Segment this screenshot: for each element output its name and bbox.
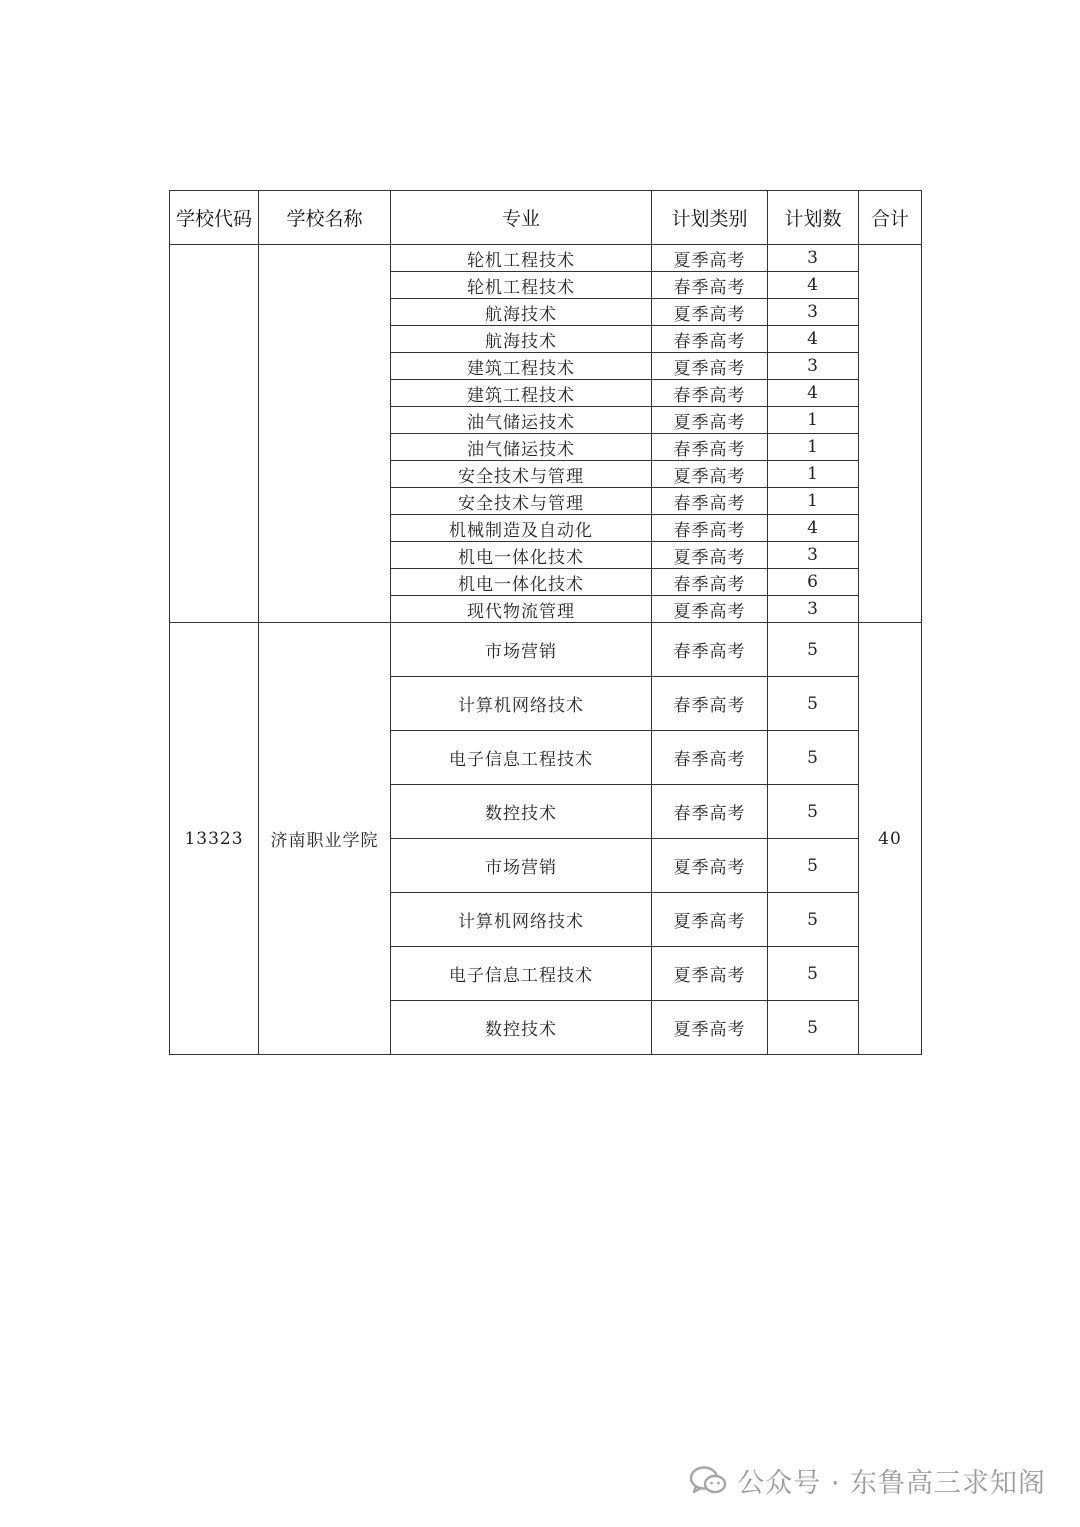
count-cell: 3 bbox=[768, 596, 859, 623]
total-cell bbox=[859, 245, 922, 623]
category-cell: 春季高考 bbox=[652, 785, 768, 839]
header-school-code: 学校代码 bbox=[170, 191, 259, 245]
count-cell: 1 bbox=[768, 407, 859, 434]
category-cell: 夏季高考 bbox=[652, 1001, 768, 1055]
count-cell: 3 bbox=[768, 542, 859, 569]
school-code-cell bbox=[170, 245, 259, 623]
major-cell: 数控技术 bbox=[391, 785, 652, 839]
category-cell: 夏季高考 bbox=[652, 893, 768, 947]
major-cell: 建筑工程技术 bbox=[391, 380, 652, 407]
wechat-icon bbox=[689, 1466, 727, 1496]
category-cell: 春季高考 bbox=[652, 488, 768, 515]
category-cell: 夏季高考 bbox=[652, 353, 768, 380]
major-cell: 数控技术 bbox=[391, 1001, 652, 1055]
major-cell: 计算机网络技术 bbox=[391, 677, 652, 731]
count-cell: 3 bbox=[768, 245, 859, 272]
major-cell: 轮机工程技术 bbox=[391, 272, 652, 299]
total-cell: 40 bbox=[859, 623, 922, 1055]
count-cell: 5 bbox=[768, 1001, 859, 1055]
header-row bbox=[170, 191, 922, 245]
category-cell: 夏季高考 bbox=[652, 461, 768, 488]
school-name-cell: 济南职业学院 bbox=[259, 623, 391, 1055]
major-cell: 建筑工程技术 bbox=[391, 353, 652, 380]
category-cell: 春季高考 bbox=[652, 515, 768, 542]
watermark bbox=[689, 1461, 1046, 1500]
header-plan-count: 计划数 bbox=[768, 191, 859, 245]
count-cell: 5 bbox=[768, 731, 859, 785]
category-cell: 夏季高考 bbox=[652, 407, 768, 434]
category-cell: 春季高考 bbox=[652, 569, 768, 596]
table-row bbox=[170, 245, 922, 272]
category-cell: 夏季高考 bbox=[652, 542, 768, 569]
category-cell: 春季高考 bbox=[652, 731, 768, 785]
category-cell: 夏季高考 bbox=[652, 245, 768, 272]
enrollment-plan-table bbox=[169, 190, 922, 1055]
major-cell: 轮机工程技术 bbox=[391, 245, 652, 272]
count-cell: 5 bbox=[768, 677, 859, 731]
header-plan-category: 计划类别 bbox=[652, 191, 768, 245]
count-cell: 5 bbox=[768, 785, 859, 839]
major-cell: 航海技术 bbox=[391, 299, 652, 326]
category-cell: 春季高考 bbox=[652, 326, 768, 353]
category-cell: 夏季高考 bbox=[652, 596, 768, 623]
school-name-cell bbox=[259, 245, 391, 623]
count-cell: 6 bbox=[768, 569, 859, 596]
header-school-name: 学校名称 bbox=[259, 191, 391, 245]
category-cell: 夏季高考 bbox=[652, 299, 768, 326]
category-cell: 夏季高考 bbox=[652, 839, 768, 893]
category-cell: 春季高考 bbox=[652, 623, 768, 677]
count-cell: 3 bbox=[768, 299, 859, 326]
count-cell: 1 bbox=[768, 434, 859, 461]
count-cell: 4 bbox=[768, 272, 859, 299]
major-cell: 电子信息工程技术 bbox=[391, 731, 652, 785]
major-cell: 航海技术 bbox=[391, 326, 652, 353]
major-cell: 市场营销 bbox=[391, 623, 652, 677]
major-cell: 安全技术与管理 bbox=[391, 488, 652, 515]
count-cell: 5 bbox=[768, 839, 859, 893]
major-cell: 油气储运技术 bbox=[391, 434, 652, 461]
count-cell: 4 bbox=[768, 380, 859, 407]
major-cell: 机电一体化技术 bbox=[391, 542, 652, 569]
major-cell: 现代物流管理 bbox=[391, 596, 652, 623]
count-cell: 4 bbox=[768, 326, 859, 353]
category-cell: 春季高考 bbox=[652, 272, 768, 299]
major-cell: 电子信息工程技术 bbox=[391, 947, 652, 1001]
major-cell: 机械制造及自动化 bbox=[391, 515, 652, 542]
count-cell: 3 bbox=[768, 353, 859, 380]
major-cell: 机电一体化技术 bbox=[391, 569, 652, 596]
count-cell: 1 bbox=[768, 461, 859, 488]
count-cell: 5 bbox=[768, 893, 859, 947]
major-cell: 计算机网络技术 bbox=[391, 893, 652, 947]
count-cell: 5 bbox=[768, 947, 859, 1001]
count-cell: 5 bbox=[768, 623, 859, 677]
category-cell: 春季高考 bbox=[652, 380, 768, 407]
category-cell: 夏季高考 bbox=[652, 947, 768, 1001]
major-cell: 市场营销 bbox=[391, 839, 652, 893]
count-cell: 4 bbox=[768, 515, 859, 542]
header-total: 合计 bbox=[859, 191, 922, 245]
header-major: 专业 bbox=[391, 191, 652, 245]
school-code-cell: 13323 bbox=[170, 623, 259, 1055]
table-row bbox=[170, 623, 922, 677]
major-cell: 油气储运技术 bbox=[391, 407, 652, 434]
major-cell: 安全技术与管理 bbox=[391, 461, 652, 488]
count-cell: 1 bbox=[768, 488, 859, 515]
watermark-text: 公众号 · 东鲁高三求知阁 bbox=[737, 1468, 1046, 1499]
category-cell: 春季高考 bbox=[652, 434, 768, 461]
category-cell: 春季高考 bbox=[652, 677, 768, 731]
